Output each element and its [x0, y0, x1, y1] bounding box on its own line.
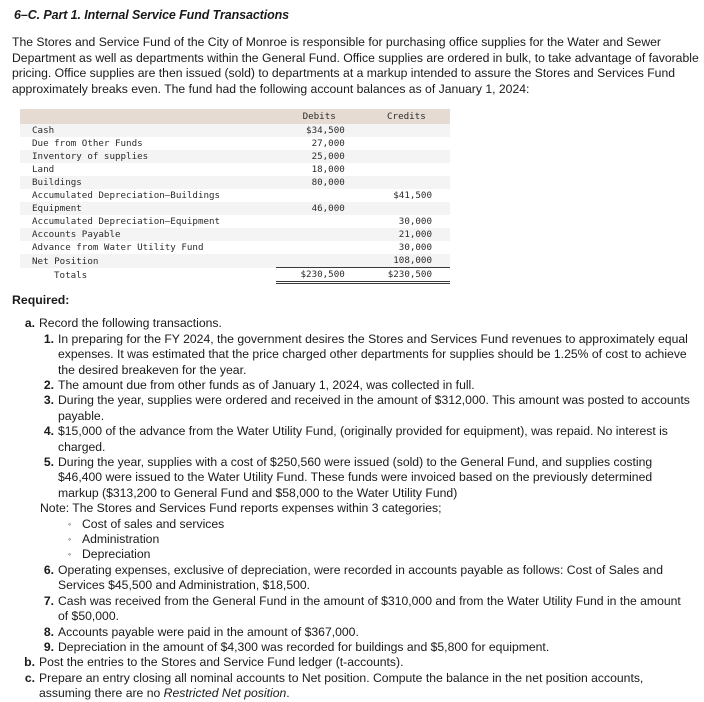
- cell-totals-debit: $230,500: [276, 268, 363, 283]
- list-marker: 5.: [43, 455, 54, 470]
- table-row: [20, 202, 450, 215]
- list-item: [38, 378, 694, 393]
- cell-debit: [276, 228, 363, 241]
- list-text: Administration: [82, 532, 160, 547]
- list-item: [38, 393, 694, 424]
- list-text: During the year, supplies with a cost of $250,560 were issued (sold) to the General Fund, and supplies costing $46,400 were issued to the Water Utility Fund. These funds were invoiced based on the previously determined markup ($313,200 to General Fund and $58,000 to the Water Utility Fund): [58, 455, 653, 500]
- cell-credit: [363, 137, 450, 150]
- list-marker: 1.: [43, 331, 54, 346]
- requirement-a: [20, 316, 694, 655]
- column-header-debits: Debits: [276, 109, 363, 124]
- column-header-credits: Credits: [363, 109, 450, 124]
- table-row: [20, 254, 450, 268]
- item-c-text-after: .: [286, 686, 290, 701]
- list-marker: 9.: [43, 639, 54, 654]
- transaction-list-continued: [38, 563, 694, 655]
- cell-credit: [363, 176, 450, 189]
- table-header: [20, 109, 450, 124]
- cell-account: Advance from Water Utility Fund: [32, 242, 204, 254]
- cell-credit: 30,000: [398, 242, 432, 254]
- trial-balance-table-wrapper: [20, 109, 450, 284]
- list-text: During the year, supplies were ordered and received in the amount of $312,000. This amount was posted to accounts payable.: [58, 393, 690, 423]
- list-item: [68, 532, 694, 547]
- item-c-text-before: Prepare an entry closing all nominal accounts to Net position. Compute the balance in the net position accounts, assuming there are no: [39, 670, 644, 701]
- list-text: Depreciation: [82, 547, 151, 562]
- table-row: [20, 241, 450, 254]
- list-text: Depreciation in the amount of $4,300 was recorded for buildings and $5,800 for equipment.: [58, 639, 550, 654]
- cell-debit: 80,000: [311, 177, 345, 189]
- list-marker: a.: [24, 316, 35, 331]
- table-row: [20, 176, 450, 189]
- table-totals-row: [20, 268, 450, 283]
- list-text: The amount due from other funds as of January 1, 2024, was collected in full.: [58, 378, 475, 392]
- list-text: Post the entries to the Stores and Service Fund ledger (t-accounts).: [39, 655, 404, 670]
- cell-debit: [276, 189, 363, 202]
- cell-account: Accumulated Depreciation–Buildings: [32, 190, 221, 202]
- circle-bullet-icon: ◦: [68, 534, 72, 545]
- list-item: [68, 547, 694, 562]
- table-body: [20, 124, 450, 283]
- list-text: Accounts payable were paid in the amount of $367,000.: [58, 624, 359, 639]
- cell-credit: [363, 124, 450, 137]
- list-item: [68, 517, 694, 532]
- list-item: [38, 594, 694, 625]
- cell-credit: 30,000: [398, 216, 432, 228]
- list-item: [38, 424, 694, 455]
- table-row: [20, 215, 450, 228]
- cell-credit: [363, 150, 450, 163]
- list-marker: 3.: [43, 393, 54, 408]
- cell-debit: $34,500: [306, 125, 345, 137]
- list-text: Record the following transactions.: [39, 316, 222, 331]
- list-text: Cash was received from the General Fund in the amount of $310,000 and from the Water Utility Fund in the amount of $50,000.: [58, 593, 681, 624]
- cell-credit: 108,000: [393, 255, 432, 267]
- table-row: [20, 124, 450, 137]
- transaction-list: [38, 332, 694, 501]
- list-text: Cost of sales and services: [82, 516, 225, 531]
- table-row: [20, 189, 450, 202]
- cell-debit: 27,000: [311, 138, 345, 150]
- list-marker: 8.: [43, 624, 54, 639]
- cell-account: Due from Other Funds: [32, 138, 143, 150]
- cell-debit: 25,000: [311, 151, 345, 163]
- list-item: [38, 563, 694, 594]
- circle-bullet-icon: ◦: [68, 518, 72, 529]
- cell-account: Buildings: [32, 177, 82, 189]
- trial-balance-table: [20, 109, 450, 284]
- table-row: [20, 137, 450, 150]
- cell-account: Net Position: [32, 255, 99, 267]
- list-item: [20, 671, 694, 702]
- list-marker: 4.: [43, 424, 54, 439]
- expense-category-list: [68, 517, 694, 563]
- list-item: [38, 625, 694, 640]
- cell-debit: 18,000: [311, 164, 345, 176]
- table-header-row: [20, 109, 450, 124]
- required-heading: Required:: [12, 293, 70, 308]
- cell-credit: $41,500: [393, 190, 432, 202]
- list-marker: c.: [24, 670, 35, 685]
- table-row: [20, 163, 450, 176]
- list-marker: 2.: [43, 378, 54, 392]
- list-item: [38, 332, 694, 378]
- cell-debit: [276, 215, 363, 228]
- list-text-c: [39, 671, 694, 702]
- list-item: [20, 655, 694, 670]
- cell-account: Land: [32, 164, 55, 176]
- column-header-account: [20, 109, 276, 124]
- list-text: In preparing for the FY 2024, the government desires the Stores and Services Fund revenues to approximately equal expenses. It was estimated that the price charged other departments for supplies should be 1.25% of cost to achieve the desired breakeven for the year.: [58, 331, 688, 377]
- circle-bullet-icon: ◦: [68, 549, 72, 560]
- list-marker: 6.: [43, 562, 54, 577]
- cell-totals-label: Totals: [54, 269, 88, 281]
- cell-credit: 21,000: [398, 229, 432, 241]
- table-row: [20, 228, 450, 241]
- page-title: 6–C. Part 1. Internal Service Fund Transactions: [14, 8, 290, 22]
- cell-debit: 46,000: [311, 203, 345, 215]
- cell-account: Cash: [32, 125, 55, 137]
- list-item: [38, 640, 694, 655]
- cell-account: Equipment: [32, 203, 82, 215]
- table-row: [20, 150, 450, 163]
- cell-account: Accumulated Depreciation–Equipment: [32, 216, 221, 228]
- list-item: [20, 316, 694, 331]
- requirements-bc: [20, 655, 694, 701]
- cell-credit: [363, 202, 450, 215]
- list-marker: 7.: [43, 593, 54, 608]
- intro-paragraph: The Stores and Service Fund of the City of Monroe is responsible for purchasing office supplies for the Water and Sewer Department as well as departments within the General Fund. Office supplies are ordered in bulk, to take advantage of favorable pricing. Office supplies are then issued (sold) to departments at a markup intended to assure the Stores and Services Fund approximately breaks even. The fund had the following account balances as of January 1, 2024:: [12, 35, 699, 96]
- list-text: Operating expenses, exclusive of depreciation, were recorded in accounts payable as follows: Cost of Sales and Services $45,500 and Administration, $18,500.: [58, 562, 663, 593]
- list-item: [38, 455, 694, 501]
- item-c-text-italic: Restricted Net position: [163, 686, 287, 701]
- list-marker: b.: [24, 655, 35, 670]
- cell-debit: [276, 241, 363, 254]
- note-text: Note: The Stores and Services Fund reports expenses within 3 categories;: [40, 501, 442, 516]
- cell-account: Inventory of supplies: [32, 151, 149, 163]
- cell-totals-credit: $230,500: [363, 268, 450, 283]
- cell-debit: [276, 254, 363, 268]
- list-text: $15,000 of the advance from the Water Utility Fund, (originally provided for equipment), was repaid. No interest is charged.: [58, 424, 668, 454]
- cell-account: Accounts Payable: [32, 229, 121, 241]
- cell-credit: [363, 163, 450, 176]
